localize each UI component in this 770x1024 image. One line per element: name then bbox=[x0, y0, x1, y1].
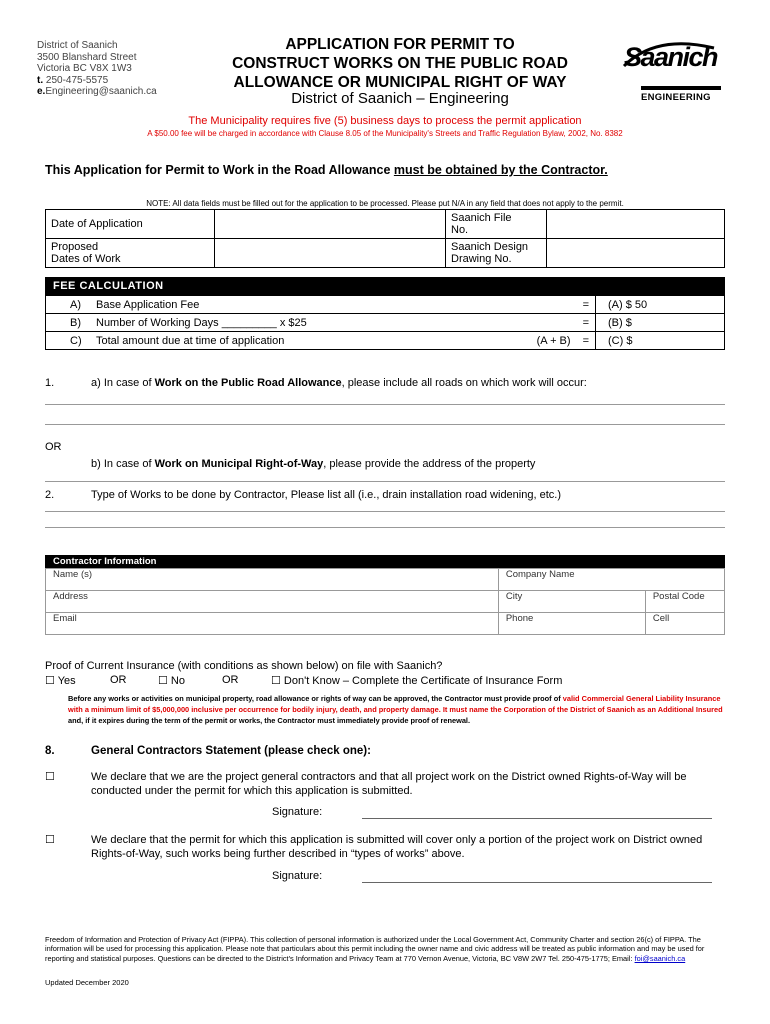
fee-row-formula: (A + B) bbox=[536, 334, 571, 347]
or-label: OR bbox=[110, 674, 127, 686]
company-name-field[interactable]: Company Name bbox=[498, 569, 724, 591]
insurance-dont-know-checkbox[interactable]: ☐ Don't Know – Complete the Certificate of Insurance Form bbox=[271, 675, 563, 687]
signature-label: Signature: bbox=[272, 870, 323, 882]
declaration-1-text: We declare that we are the project general contractors and that all project work on the District owned Rights-of-Way will be conducted under the permit for which this application is submitted. bbox=[91, 771, 687, 797]
section-8-heading: General Contractors Statement (please check one): bbox=[91, 745, 371, 757]
fee-row-value[interactable]: (B) $ bbox=[596, 314, 725, 332]
address-block bbox=[37, 40, 157, 98]
contractor-info-table bbox=[45, 568, 725, 635]
date-of-application-field[interactable] bbox=[215, 210, 446, 239]
signature-label: Signature: bbox=[272, 806, 323, 818]
fee-row-eq: = bbox=[582, 334, 589, 347]
fee-row-b bbox=[46, 314, 725, 332]
fippa-notice: Freedom of Information and Protection of Privacy Act (FIPPA). This collection of personal information is authorized under the Local Government Act, Community Charter and section 26(c) of FIPPA. The information will be used for processing this application. Please note that particulars about this permit including the owner name and civic address will be treated as public information and may be used for reporting and statistical purposes. Questions can be directed to the District's Information and Privacy Team at 770 Vernon Avenue, Victoria, BC V8W 2W7 Tel. 250-475-1775; Email: foi@saanich.ca bbox=[45, 935, 705, 963]
page-subtitle: District of Saanich – Engineering bbox=[291, 90, 509, 107]
fields-note: NOTE: All data fields must be filled out for the application to be processed. Please put N/A in any field that does not apply to the permit. bbox=[146, 199, 624, 208]
updated-date: Updated December 2020 bbox=[45, 978, 129, 987]
fee-row-label: Base Application Fee bbox=[96, 298, 200, 311]
or-label: OR bbox=[222, 674, 239, 686]
email-field[interactable]: Email bbox=[46, 613, 499, 635]
insurance-yes-checkbox[interactable]: ☐ Yes bbox=[45, 675, 76, 687]
fee-row-value[interactable]: (C) $ bbox=[596, 332, 725, 350]
or-label: OR bbox=[45, 441, 62, 453]
fee-notice: A $50.00 fee will be charged in accordance with Clause 8.05 of the Municipality's Streets and Traffic Regulation Bylaw, 2002, No. 8382 bbox=[147, 129, 623, 138]
address-line-1: District of Saanich bbox=[37, 40, 118, 51]
drawing-no-field[interactable] bbox=[547, 239, 725, 268]
address-line-3: Victoria BC V8X 1W3 bbox=[37, 63, 132, 75]
insurance-requirements: Before any works or activities on municipal property, road allowance or rights of way can be approved, the Contractor must provide proof of valid Commercial General Liability Insurance with a minimum limit of $5,000,000 inclusive per occurrence for bodily injury, death, and property damage. It must name the Corporation of the District of Saanich as an Additional Insured and, if it expires during the term of the permit or works, the Contractor must immediately provide proof of renewal. bbox=[68, 694, 723, 725]
fee-row-eq: = bbox=[582, 316, 589, 329]
address-phone: t. 250-475-5575 bbox=[37, 74, 109, 86]
city-field[interactable]: City bbox=[498, 591, 645, 613]
fee-row-a bbox=[46, 296, 725, 314]
date-of-application-label: Date of Application bbox=[46, 210, 215, 239]
answer-line[interactable] bbox=[45, 424, 725, 425]
fee-row-label: Number of Working Days _________ x $25 bbox=[96, 316, 307, 329]
question-1b: b) In case of Work on Municipal Right-of-Way, please provide the address of the property bbox=[91, 458, 536, 470]
processing-notice: The Municipality requires five (5) business days to process the permit application bbox=[188, 115, 582, 127]
drawing-no-label: Saanich Design Drawing No. bbox=[446, 239, 547, 268]
file-no-label: Saanich File No. bbox=[446, 210, 547, 239]
contractor-info-heading: Contractor Information bbox=[45, 555, 725, 568]
answer-line[interactable] bbox=[45, 404, 725, 405]
file-no-field[interactable] bbox=[547, 210, 725, 239]
declaration-2-text: We declare that the permit for which this application is submitted will cover only a portion of the project work on District owned Rights-of-Way, such works being further described in “types of works” above. bbox=[91, 834, 703, 860]
application-info-table bbox=[45, 209, 725, 268]
fee-row-eq: = bbox=[582, 298, 589, 311]
answer-line[interactable] bbox=[45, 511, 725, 512]
insurance-no-checkbox[interactable]: ☐ No bbox=[158, 675, 185, 687]
answer-line[interactable] bbox=[45, 481, 725, 482]
signature-line[interactable] bbox=[362, 882, 712, 883]
question-2-number: 2. bbox=[45, 489, 55, 501]
logo-subtext: ENGINEERING bbox=[641, 92, 711, 103]
fee-calculation-heading: FEE CALCULATION bbox=[45, 277, 725, 295]
declaration-1-checkbox[interactable]: ☐ bbox=[45, 771, 55, 783]
section-8-number: 8. bbox=[45, 745, 55, 757]
phone-field[interactable]: Phone bbox=[498, 613, 645, 635]
address-line-2: 3500 Blanshard Street bbox=[37, 51, 137, 63]
title-line-3: ALLOWANCE OR MUNICIPAL RIGHT OF WAY bbox=[233, 74, 567, 91]
fee-row-letter: B) bbox=[70, 316, 81, 329]
title-line-1: APPLICATION FOR PERMIT TO bbox=[285, 36, 515, 53]
question-1-number: 1. bbox=[45, 377, 55, 389]
fee-row-letter: A) bbox=[70, 298, 81, 311]
fee-row-letter: C) bbox=[70, 334, 82, 347]
name-field[interactable]: Name (s) bbox=[46, 569, 499, 591]
answer-line[interactable] bbox=[45, 527, 725, 528]
postal-code-field[interactable]: Postal Code bbox=[645, 591, 724, 613]
title-line-2: CONSTRUCT WORKS ON THE PUBLIC ROAD bbox=[232, 55, 568, 72]
proposed-dates-label: Proposed Dates of Work bbox=[46, 239, 215, 268]
fee-row-c bbox=[46, 332, 725, 350]
address-email: e.Engineering@saanich.ca bbox=[37, 86, 157, 98]
address-field[interactable]: Address bbox=[46, 591, 499, 613]
cell-field[interactable]: Cell bbox=[645, 613, 724, 635]
fee-row-label: Total amount due at time of application bbox=[96, 334, 285, 347]
fee-calculation-table bbox=[45, 295, 725, 350]
contractor-requirement: This Application for Permit to Work in the Road Allowance must be obtained by the Contractor. bbox=[45, 163, 608, 177]
page-title bbox=[200, 35, 600, 92]
proposed-dates-field[interactable] bbox=[215, 239, 446, 268]
foi-email-link[interactable]: foi@saanich.ca bbox=[634, 953, 686, 963]
signature-line[interactable] bbox=[362, 818, 712, 819]
question-1a: a) In case of Work on the Public Road Allowance, please include all roads on which work will occur: bbox=[91, 377, 587, 389]
fee-row-value[interactable]: (A) $ 50 bbox=[596, 296, 725, 314]
question-2: Type of Works to be done by Contractor, Please list all (i.e., drain installation road widening, etc.) bbox=[91, 489, 561, 501]
insurance-question: Proof of Current Insurance (with conditions as shown below) on file with Saanich? bbox=[45, 660, 443, 672]
logo-text: Saanich bbox=[624, 42, 718, 72]
declaration-2-checkbox[interactable]: ☐ bbox=[45, 834, 55, 846]
